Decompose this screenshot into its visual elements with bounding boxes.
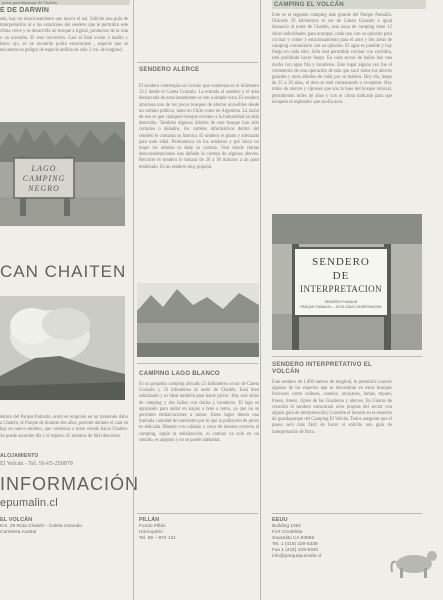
volcano-photo (0, 296, 125, 400)
sendero-sign-small1: SENDERO PUMALIN (324, 300, 358, 304)
contact-pillan-line: Fundo Pillán (139, 524, 166, 529)
contact-pillan-line: Hornopirén (139, 530, 163, 535)
lago-negro-sign-line2: CAMPING (22, 174, 66, 183)
contact-pillan-line: Tel. 65 – 972 121 (139, 536, 176, 541)
interpretativo-title: SENDERO INTERPRETATIVO EL VOLCÁN (272, 361, 372, 375)
lago-blanco-title: CAMPING LAGO BLANCO (139, 370, 220, 377)
interpretativo-text: Este sendero de 1.800 metros de longitud, le permitirá conocer algunas de las especies que se encuentran en estos bosques lluviosos como coihues, canelos, arrayanes, lumas, tepues, tineos, tineos, cipres de las Guaitecas y alerces. En Guaros de creación el sendero encontrará aves propias del sector con alguna guía de interpretación; Consulte el horario en la estación de guardaparque del Camping El Volcán. Todos aseguran que el paseo será más fácil de hacer si solicita una guía de interpretación de flora. (272, 380, 392, 435)
lago-blanco-text: Es un pequeño camping ubicado 25 kilómetros al sur de Caleta Gonzalo y 33 kilómetros al norte de Chaitén. Está bien señalizado y es ideal también para hacer picnic. Hay seis sitios de camping y dos baños con ducha y lavaderos. El lago es apropiado para andar en kayak o bote a remo, ya que no se permiten embarcaciones a motor. Estos lagos tienen una limitada cantidad de nutrientes por lo que la población de peces es delicada. Maneje con cuidado y cerca de manera correcta al camping, según la señalización, el camino va solo en un sentido, es angosto y no se puede adelantar. (139, 382, 259, 443)
lago-blanco-illustration (137, 283, 259, 357)
top-strip: puma guardaparque de Chaitén (0, 0, 130, 5)
lago-negro-sign-photo (0, 122, 125, 226)
lago-negro-sign-line3: NEGRO (28, 184, 60, 193)
volcan-title: CAMPING EL VOLCÁN (272, 0, 426, 9)
contact-pillan-title: PILLÁN (139, 517, 160, 523)
contact-eeuu-line: Fort Cronkhite (272, 530, 303, 535)
contact-volcan-line: Km. 29 Ruta Chaitén - Caleta Gonzalo (0, 524, 82, 529)
contact-eeuu-line: Building 1062 (272, 524, 302, 529)
contact-eeuu-line: Sausalito CA 94965 (272, 536, 315, 541)
informacion-web (0, 497, 58, 509)
sendero-sign-line3: INTERPRETACION (300, 284, 382, 294)
volcan-text: Este es el segundo camping más grande del Parque Pumalín. Ubicado 29 kilómetros al sur de Caleta Gonzalo e igual distancia al norte de Chaitén, esta zona de camping tiene 12 sitios individuales para acampar, cada uno con su quincho para cocinar y comer y estacionamiento para el auto y dos áreas de camping comunitario con su quincho. El agua es potable y hay fuego en cada sitio. Sólo está permitido cocinar con cocinilla, está prohibido hacer fuego. En cada sector de baños hay una ducha con agua fría y lavaderos. Este lugar alguna vez fue el cementerio de una operación de tala que sacó todos los alerces grandes y otros árboles de valor por su madera. Hoy día, luego de 25 a 30 años, el área se está comenzando a recuperar. Hay miles de alerces y cipreses que son la base del bosque renoval, permitiendo miles de años y con el clima indicado para que recupere el esplendor que un día tuvo. (272, 13, 392, 105)
contact-pillan (139, 517, 257, 542)
contact-eeuu-title: EEUU (272, 517, 288, 523)
alojamiento-title: ALOJAMIENTO (0, 453, 39, 459)
sendero-sign-photo (272, 214, 422, 350)
alerce-text: El sendero contempla un circuito que comienza en el kilómetro 12.5 desde el Caleta Gonzalo. La entrada al sendero y el área demarcada de estacionamiento se ven a simple vista. El sendero atraviesa uno de los pocos bosques de alerces accesibles desde un camino público, tanto en Chile como en Argentina. La razón de eso es que cualquier bosque cercano a la humanidad ha sido destruido. También algunos árboles de este bosque han sido cortados o dañados, los carteles informativos dentro del sendero le contarán su historia. El sendero es plano y adecuado para toda edad. Permanezca en los senderos y por favor no toque los árboles ni dañe su corteza. Verá donde ciertas desconsideraciones han dañado la corteza de algunos alerces. Recorrer el sendero le tomará de 20 a 30 minutos a un paso moderado. Es un sendero muy popular. (139, 84, 259, 170)
volcan-chaiten-heading: CAN CHAITEN (0, 262, 127, 281)
volcano-illustration (0, 296, 125, 400)
informacion-heading: INFORMACIÓN (0, 474, 139, 494)
contact-eeuu (272, 517, 382, 560)
sendero-sign-illustration (272, 214, 422, 350)
informacion-web-domain[interactable]: pumalin.cl (6, 497, 58, 509)
contact-eeuu-email[interactable]: info@parquepumalin.cl (272, 554, 322, 559)
darwin-title: E DE DARWIN (0, 7, 50, 14)
contact-volcan (0, 517, 128, 536)
alojamiento-line: El Volcán - Tel. 56-65-250079 (0, 461, 73, 467)
sendero-sign-small2: PARQUE PUMALIN — ECOLOGIA CONSERVACION (300, 305, 382, 309)
contact-eeuu-line: Fax 1 (415) 229-9340 (272, 548, 319, 553)
sendero-sign-line1: SENDERO (312, 256, 370, 268)
lago-negro-sign-line1: LAGO (31, 164, 57, 173)
puma-icon (388, 540, 440, 580)
contact-eeuu-line: Tel. 1 (415) 229-9339 (272, 542, 318, 547)
volcano-text: dentro del Parque Pumalín, entró en erupción en un tremendo daño a Chaitén, el Parque de durante dos años, periodo durante el cual en hay un nuevo sendero, que comienza a ncias viendo hacia Chaitén. Se puede ascender día y el regreso 45 minutos de fácil descenso. (0, 415, 128, 439)
contact-volcan-title: EL VOLCÁN (0, 517, 33, 523)
informacion-web-prefix: e (0, 497, 7, 509)
contact-volcan-line: Carretera Austral (0, 530, 37, 535)
alerce-title: SENDERO ALERCE (139, 66, 200, 73)
lago-blanco-photo (137, 283, 259, 357)
darwin-text: ada, hay un estacionamiento que marca el nal. Solicite una guía de interpretación al e las estaciones del sendero que le permitirá este clima crece y se desarrolla un bosque a tiginal, productos de la ruta o un incendio. El ento recorrerlo. Casi al final existe 3 mallín y barro ojo, es un recuerdo podrá encontrarse , especie que se encuentra en peligro de especie anfibia de sólo 3 cm. de longitud. (0, 17, 128, 54)
sendero-sign-line2: DE (332, 270, 350, 282)
